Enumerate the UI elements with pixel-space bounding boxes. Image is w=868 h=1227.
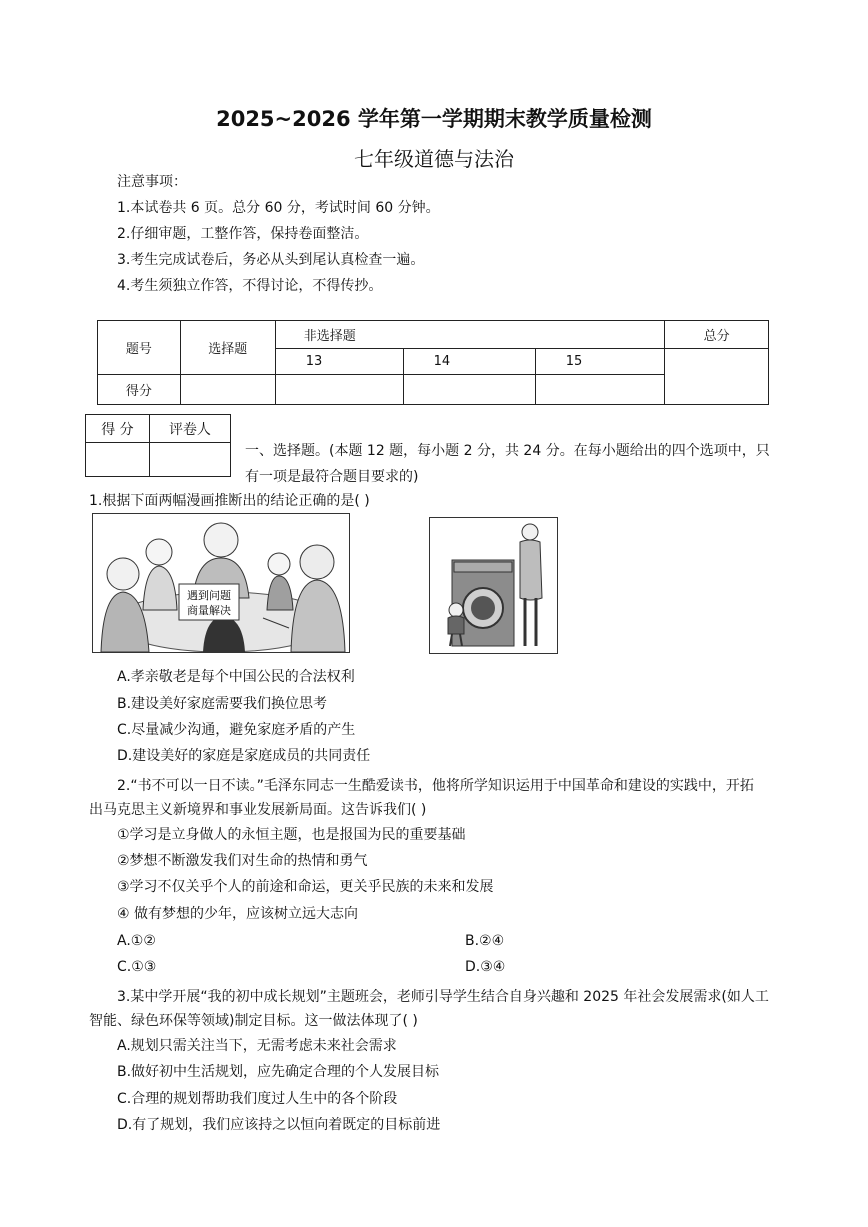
score-cell [275, 375, 403, 405]
family-meeting-illustration [93, 514, 349, 652]
header-total: 总分 [665, 321, 769, 349]
score-cell [180, 375, 275, 405]
note-item: 1.本试卷共 6 页。总分 60 分，考试时间 60 分钟。 [117, 200, 440, 216]
grader-name-cell [149, 443, 230, 477]
row-label-score: 得分 [98, 375, 181, 405]
header-q14: 14 [403, 349, 535, 375]
washing-machine-illustration [430, 518, 557, 653]
question-1-option-c: C.尽量减少沟通，避免家庭矛盾的产生 [117, 722, 356, 738]
cartoon-caption-line2: 商量解决 [187, 604, 231, 617]
note-item: 3.考生完成试卷后，务必从头到尾认真检查一遍。 [117, 252, 425, 268]
question-2-option-a: A.①② [117, 933, 156, 949]
question-3-stem: 3.某中学开展“我的初中成长规划”主题班会，老师引导学生结合自身兴趣和 2025 年社会发展需求(如人工 [117, 989, 769, 1005]
question-2-stem-cont: 出马克思主义新境界和事业发展新局面。这告诉我们( ) [89, 802, 427, 818]
score-cell [403, 375, 535, 405]
grader-score-cell [86, 443, 150, 477]
question-1-option-b: B.建设美好家庭需要我们换位思考 [117, 696, 328, 712]
score-cell [535, 375, 665, 405]
notes-heading: 注意事项： [117, 174, 187, 190]
question-2-statement: ③学习不仅关乎个人的前途和命运，更关乎民族的未来和发展 [117, 879, 494, 895]
section-instructions: 一、选择题。(本题 12 题，每小题 2 分，共 24 分。在每小题给出的四个选项中，只 [245, 443, 770, 459]
family-meeting-cartoon [92, 513, 350, 653]
section-instructions-cont: 有一项是最符合题目要求的) [245, 469, 419, 485]
question-1-option-d: D.建设美好的家庭是家庭成员的共同责任 [117, 748, 371, 764]
question-3-option-a: A.规划只需关注当下，无需考虑未来社会需求 [117, 1038, 397, 1054]
question-3-option-d: D.有了规划，我们应该持之以恒向着既定的目标前进 [117, 1117, 441, 1133]
question-2-option-c: C.①③ [117, 959, 157, 975]
total-score-cell [665, 349, 769, 405]
washing-machine-cartoon [429, 517, 558, 654]
exam-title: 2025~2026 学年第一学期期末教学质量检测 [216, 107, 652, 131]
question-2-statement: ①学习是立身做人的永恒主题，也是报国为民的重要基础 [117, 827, 466, 843]
grader-name-label: 评卷人 [149, 415, 230, 443]
note-item: 4.考生须独立作答，不得讨论，不得传抄。 [117, 278, 383, 294]
question-1-stem: 1.根据下面两幅漫画推断出的结论正确的是( ) [89, 493, 370, 509]
score-table [97, 320, 769, 405]
header-choice: 选择题 [180, 321, 275, 375]
header-q13: 13 [275, 349, 403, 375]
header-nonchoice: 非选择题 [275, 321, 665, 349]
header-q15: 15 [535, 349, 665, 375]
note-item: 2.仔细审题，工整作答，保持卷面整洁。 [117, 226, 369, 242]
cartoon-caption-line1: 遇到问题 [187, 589, 231, 602]
exam-subtitle: 七年级道德与法治 [354, 147, 514, 171]
question-1-option-a: A.孝亲敬老是每个中国公民的合法权利 [117, 669, 355, 685]
question-2-statement: ②梦想不断激发我们对生命的热情和勇气 [117, 853, 368, 869]
question-3-stem-cont: 智能、绿色环保等领域)制定目标。这一做法体现了( ) [89, 1013, 418, 1029]
grader-table [85, 414, 231, 477]
question-2-statement: ④ 做有梦想的少年，应该树立远大志向 [117, 906, 358, 922]
grader-score-label: 得 分 [86, 415, 150, 443]
question-2-option-d: D.③④ [465, 959, 506, 975]
header-question-number: 题号 [98, 321, 181, 375]
question-2-stem: 2.“书不可以一日不读。”毛泽东同志一生酷爱读书，他将所学知识运用于中国革命和建设的实践中，开拓 [117, 778, 754, 794]
question-2-option-b: B.②④ [465, 933, 505, 949]
question-3-option-c: C.合理的规划帮助我们度过人生中的各个阶段 [117, 1091, 398, 1107]
question-3-option-b: B.做好初中生活规划，应先确定合理的个人发展目标 [117, 1064, 440, 1080]
